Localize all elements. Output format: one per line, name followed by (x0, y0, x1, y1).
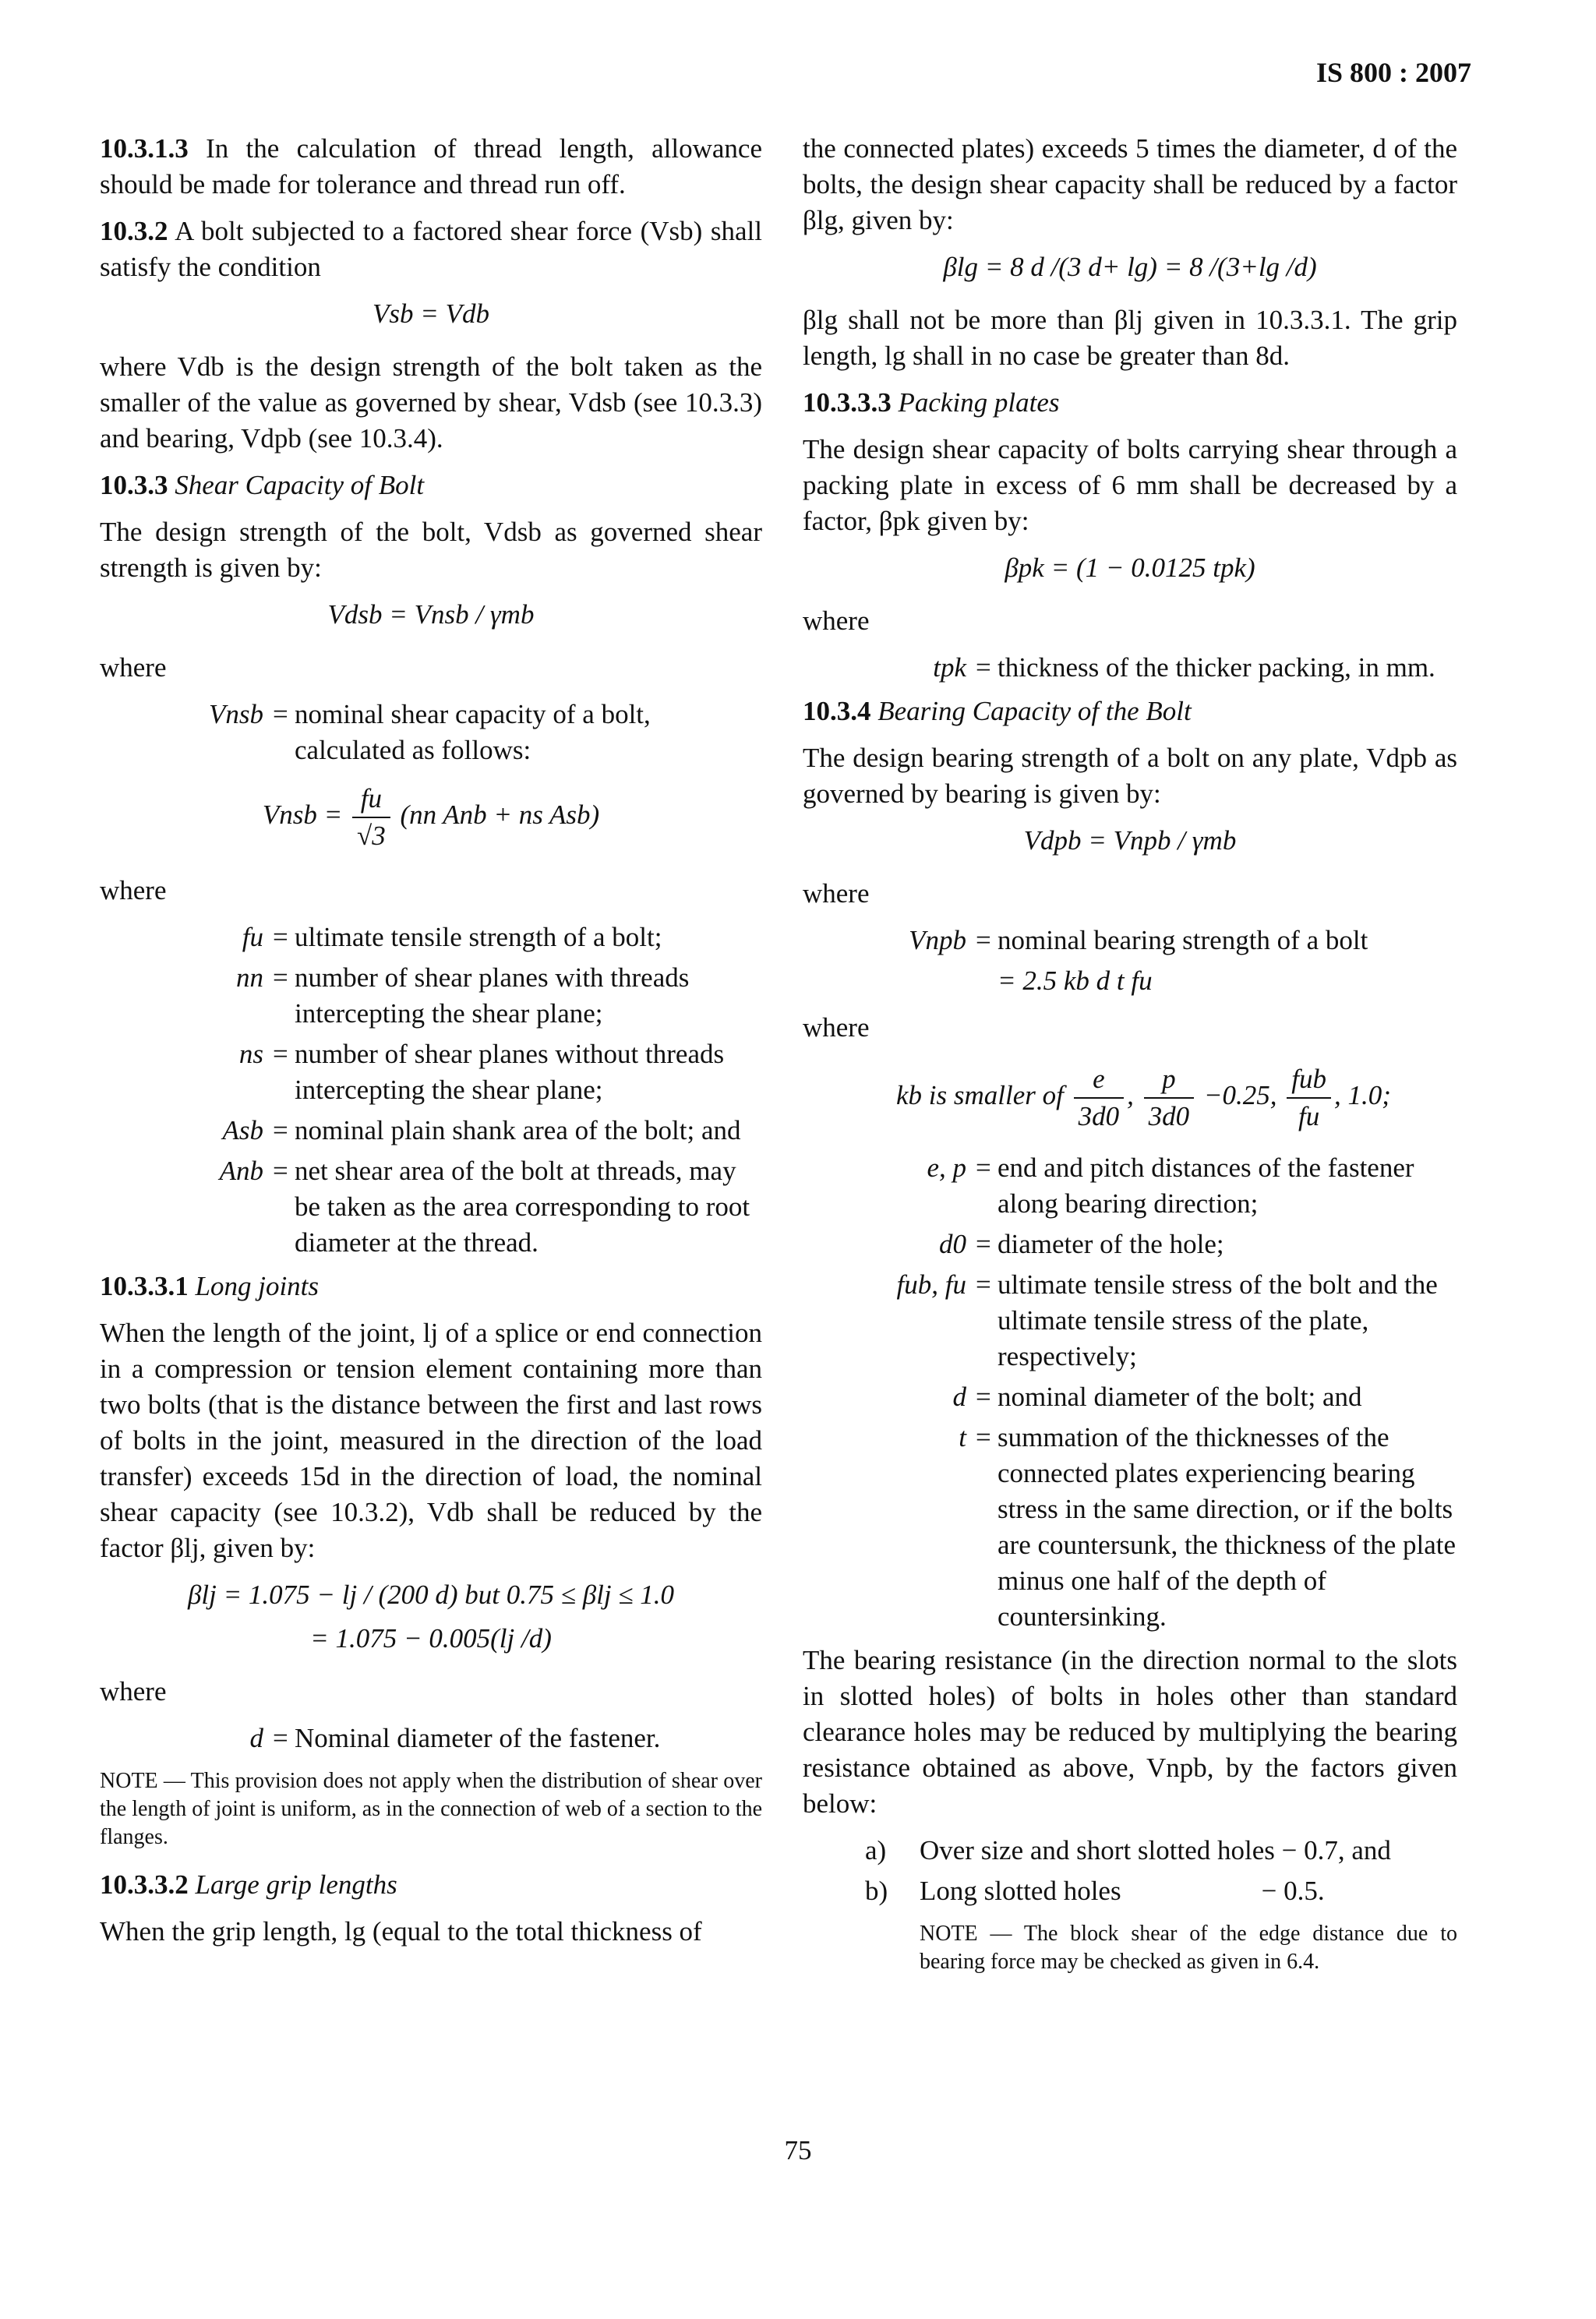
paragraph-beta-lg-limit: βlg shall not be more than βlj given in 10.3.3.1. The grip length, lg shall in no case be greater than 8d. (803, 305, 1457, 371)
heading-10-3-3-1: 10.3.3.1 Long joints (100, 1271, 320, 1301)
paragraph-vdb: where Vdb is the design strength of the bolt taken as the smaller of the value as governed by shear, Vdsb (see 10.3.3) and bearing, Vdpb (see 10.3.4). (100, 351, 762, 454)
paragraph-bearing: The design bearing strength of a bolt on any plate, Vdpb as governed by bearing is given by: (803, 743, 1457, 809)
equation-vnsb: Vnsb = $\frac{fu}{√3}$ (nn Anb + ns Asb) (100, 781, 762, 854)
right-column (803, 131, 1457, 1992)
clause-10-3-2: 10.3.2 A bolt subjected to a factored shear force (Vsb) shall satisfy the condition (100, 216, 762, 282)
definition-item: Asb = nominal plain shank area of the bolt; and (222, 1115, 741, 1145)
equation-vsb: Vsb = Vdb (373, 298, 489, 329)
heading-10-3-3-3: 10.3.3.3 Packing plates (803, 387, 1060, 418)
paragraph-grip-length: When the grip length, lg (equal to the total thickness of (100, 1916, 702, 1947)
equation-beta-lj: βlj = 1.075 − lj / (200 d) but 0.75 ≤ βlj ≤ 1.0 (187, 1580, 675, 1610)
definition-item: e, p = end and pitch distances of the fastener along bearing direction; (927, 1152, 1414, 1219)
definition-vnpb: Vnpb = nominal bearing strength of a bolt (909, 925, 1368, 955)
definition-item: fub, fu = ultimate tensile stress of the bolt and the ultimate tensile stress of the plate, respectively; (896, 1269, 1438, 1371)
definition-d: d = Nominal diameter of the fastener. (249, 1723, 661, 1753)
definition-item: Anb = net shear area of the bolt at threads, may be taken as the area corresponding to root diameter at the thread. (219, 1156, 750, 1258)
equation-kb: kb is smaller of $\frac{e}{3d0}$ , $\frac{p}{3d0}$ −0.25, $\frac{\text{fub}}{fu}$ , 1.0; (896, 1061, 1457, 1135)
page-number: 75 (784, 2135, 812, 2165)
equation-beta-lg: βlg = 8 d /(3 d+ lg) = 8 /(3+lg /d) (943, 252, 1317, 282)
paragraph-long-joints: When the length of the joint, lj of a splice or end connection in a compression or tension element containing more than two bolts (that is the distance between the first and last rows of bolts in the joint, measured in the direction of the load transfer) exceeds 15d in the direction of load, the nominal shear capacity (see 10.3.2), Vdb shall be reduced by the factor βlj, given by: (100, 1318, 762, 1563)
note-block-shear: NOTE — The block shear of the edge distance due to bearing force may be checked as given in 6.4. (920, 1922, 1457, 1974)
heading-10-3-4: 10.3.4 Bearing Capacity of the Bolt (803, 696, 1192, 726)
where-label: where (100, 652, 167, 683)
left-column (100, 131, 762, 1961)
definitions-list-right (803, 1150, 1457, 1635)
note-long-joints: NOTE — This provision does not apply when the distribution of shear over the length of joint is uniform, as in the connection of web of a section to the flanges. (100, 1769, 762, 1849)
where-label-r3: where (803, 1012, 870, 1043)
equation-vdsb: Vdsb = Vnsb / γmb (327, 599, 535, 630)
equation-beta-pk: βpk = (1 − 0.0125 tpk) (1005, 552, 1255, 583)
definition-item: fu = ultimate tensile strength of a bolt; (242, 922, 662, 952)
where-label-r1: where (803, 605, 870, 636)
definition-item: ns = number of shear planes without threads intercepting the shear plane; (238, 1039, 725, 1105)
heading-10-3-3-2: 10.3.3.2 Large grip lengths (100, 1869, 397, 1900)
definition-item: t = summation of the thicknesses of the connected plates experiencing bearing stress in the same direction, or if the bolts are countersunk, the thickness of the plate minus one half of the depth of countersinking. (959, 1422, 1456, 1632)
where-label-r2: where (803, 878, 870, 909)
where-label-2: where (100, 875, 167, 905)
list-item: a) Over size and short slotted holes − 0.7, and (865, 1835, 1391, 1865)
definition-item: d0 = diameter of the hole; (939, 1229, 1224, 1259)
list-item: b) Long slotted holes − 0.5. (865, 1876, 1325, 1906)
heading-10-3-3: 10.3.3 Shear Capacity of Bolt (100, 470, 425, 500)
standard-header: IS 800 : 2007 (1315, 57, 1471, 88)
clause-10-3-1-3: 10.3.1.3 In the calculation of thread length, allowance should be made for tolerance and thread run off. (100, 133, 763, 199)
equation-beta-lj-simplified: = 1.075 − 0.005(lj /d) (310, 1623, 552, 1654)
paragraph-vdsb: The design strength of the bolt, Vdsb as governed shear strength is given by: (100, 517, 762, 583)
definition-item: nn = number of shear planes with threads intercepting the shear plane; (236, 962, 690, 1029)
equation-vdpb: Vdpb = Vnpb / γmb (1023, 825, 1237, 856)
paragraph-grip-continued: the connected plates) exceeds 5 times the diameter, d of the bolts, the design shear capacity shall be reduced by a factor βlg, given by: (803, 133, 1457, 235)
definition-item: d = nominal diameter of the bolt; and (952, 1382, 1362, 1412)
where-label-3: where (100, 1676, 167, 1707)
definition-vnsb: Vnsb = nominal shear capacity of a bolt, calculated as follows: (209, 699, 651, 765)
reduction-factors-list (865, 1833, 1457, 1909)
paragraph-packing: The design shear capacity of bolts carrying shear through a packing plate in excess of 6 mm shall be decreased by a factor, βpk given by: (803, 434, 1457, 536)
paragraph-bearing-resistance: The bearing resistance (in the direction normal to the slots in slotted holes) of bolts in holes other than standard clearance holes may be reduced by multiplying the bearing resistance obtained as above, Vnpb, by the factors given below: (803, 1645, 1457, 1819)
definitions-list (100, 919, 762, 1261)
definition-vnpb-formula: = 2.5 kb d t fu (998, 965, 1153, 996)
definition-tpk: tpk = thickness of the thicker packing, in mm. (933, 652, 1435, 683)
